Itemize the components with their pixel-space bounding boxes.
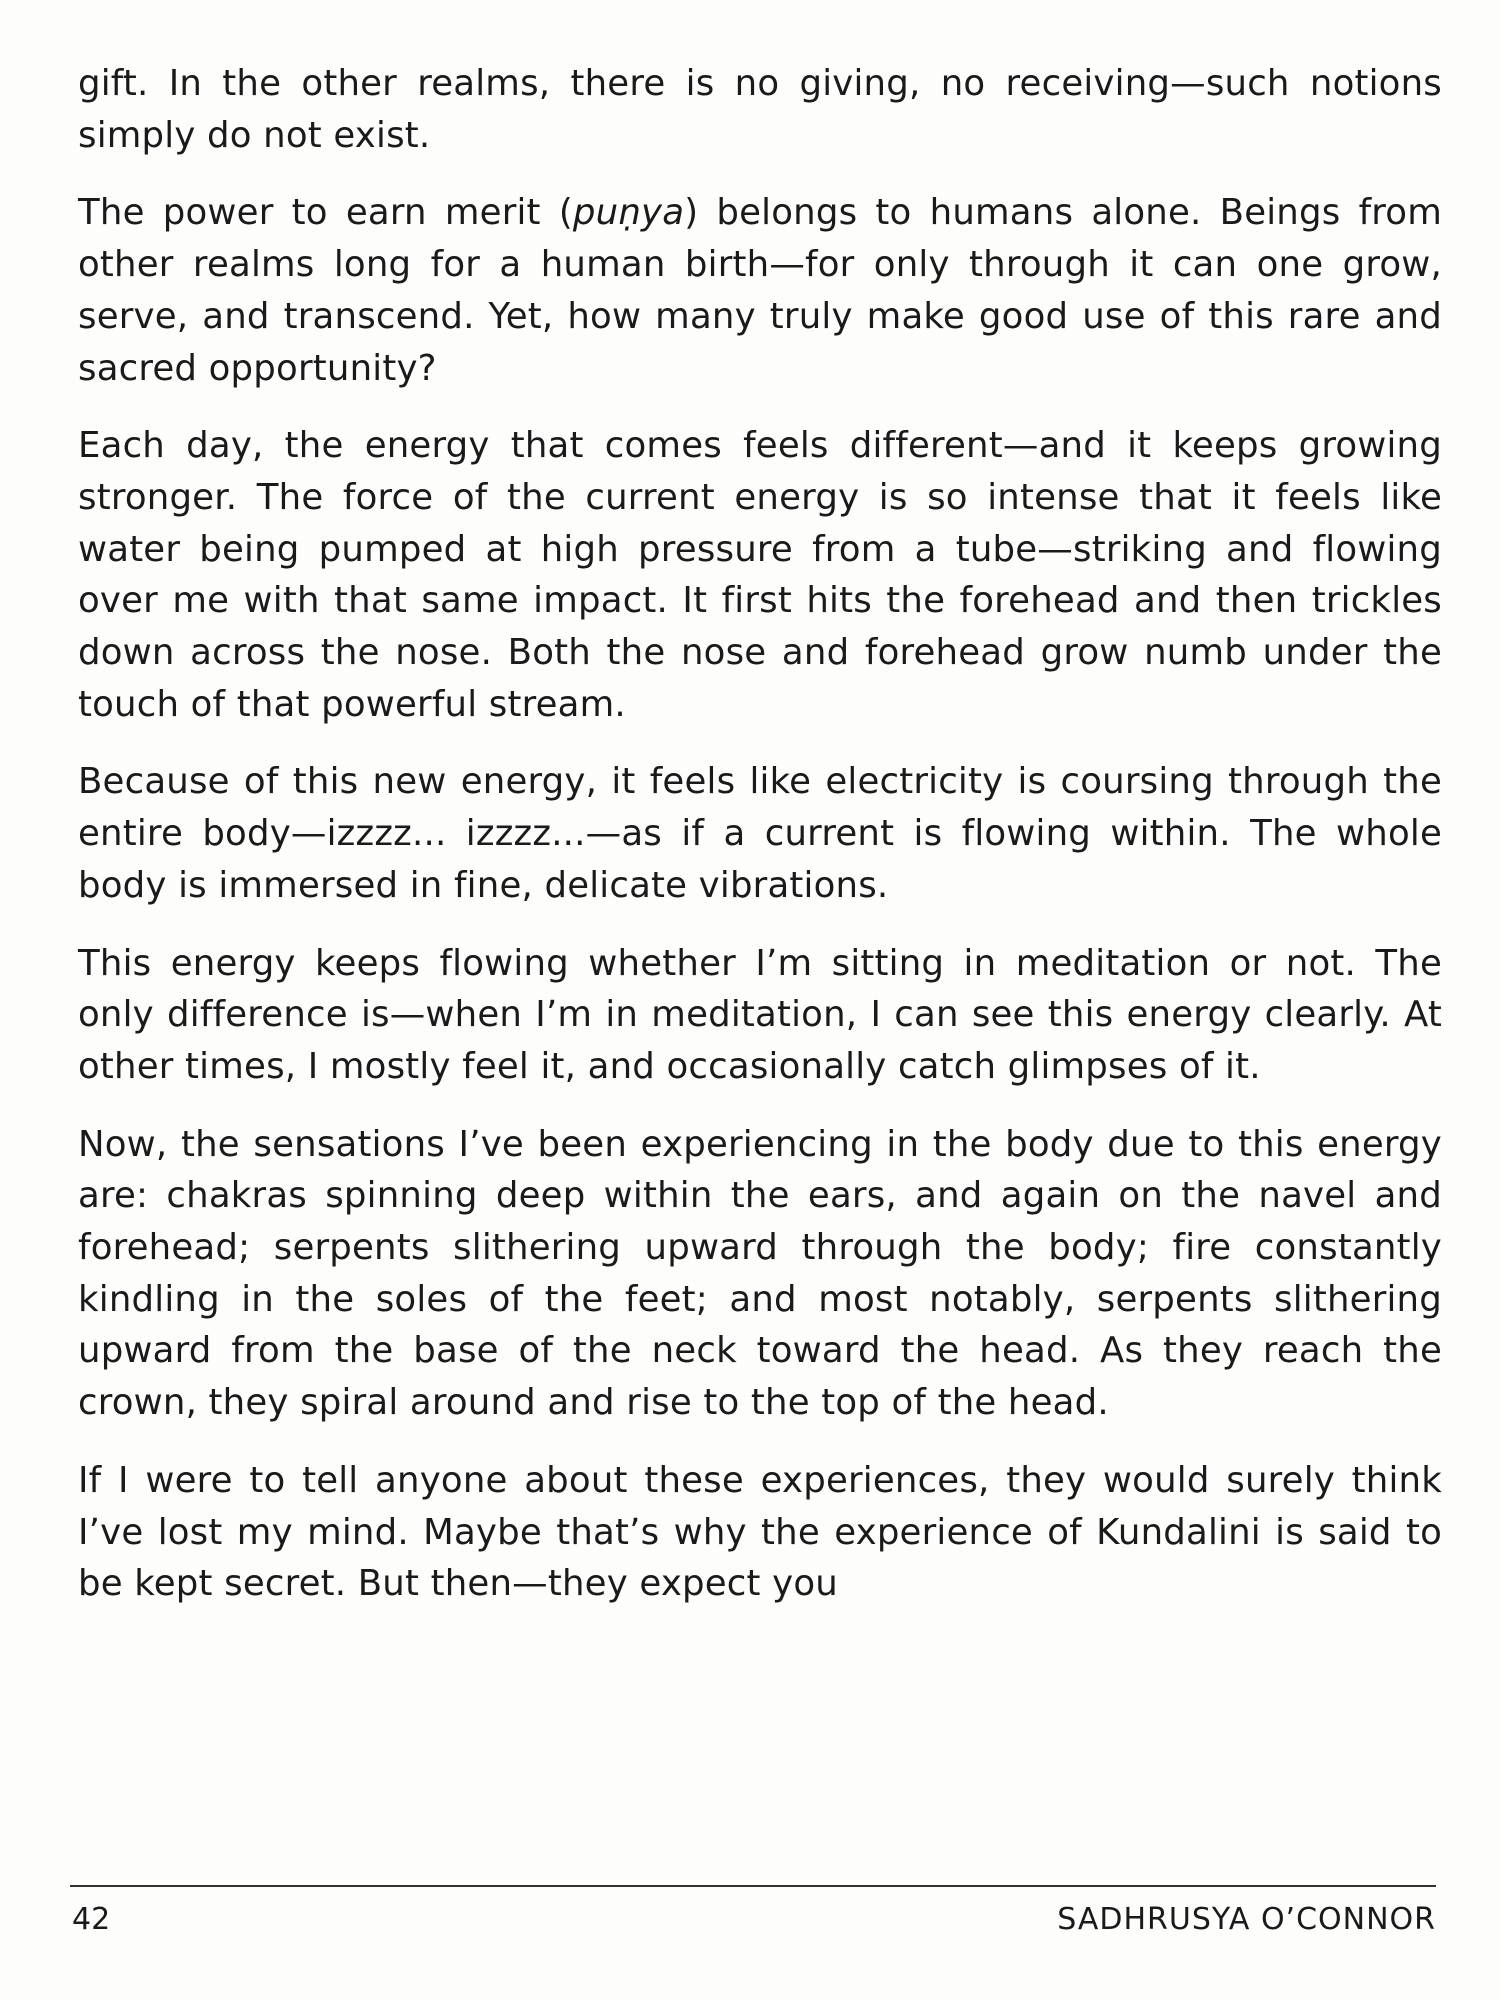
- paragraph-5: This energy keeps flowing whether I’m sitting in meditation or not. The only difference is—when I’m in meditation, I can see this energy clearly. At other times, I mostly feel it, and occasionally catch glimpses of it.: [78, 942, 1442, 1087]
- footer-divider: [70, 1885, 1436, 1887]
- paragraph-6: Now, the sensations I’ve been experiencing in the body due to this energy are: chakras spinning deep within the ears, and again on the navel and forehead; serpents slithering upward through the body; fire constantly kindling in the soles of the feet; and most notably, serpents slithering upward from the base of the neck toward the head. As they reach the crown, they spiral around and rise to the top of the head.: [78, 1123, 1442, 1424]
- paragraph-4: Because of this new energy, it feels like electricity is coursing through the entire body—izzzz... izzzz...—as if a current is flowing within. The whole body is immersed in fine, delicate vibrations.: [78, 761, 1442, 906]
- paragraph-1: gift. In the other realms, there is no giving, no receiving—such notions simply do not exist.: [78, 63, 1442, 156]
- paragraph-3: Each day, the energy that comes feels different—and it keeps growing stronger. The force of the current energy is so intense that it feels like water being pumped at high pressure from a tube—striking and flowing over me with that same impact. It first hits the forehead and then trickles down across the nose. Both the nose and forehead grow numb under the touch of that powerful stream.: [78, 425, 1442, 725]
- body-text: [78, 58, 1442, 1636]
- punya-term: puṇya: [572, 192, 685, 234]
- paragraph-2-start: The power to earn merit (: [78, 192, 573, 234]
- page-number: 42: [72, 1902, 111, 1937]
- author-name: SADHRUSYA O’CONNOR: [1057, 1902, 1436, 1937]
- paragraph-2: [78, 187, 1442, 394]
- paragraph-2-end: ) belongs to humans alone. Beings from other realms long for a human birth—for only through it can one grow, serve, and transcend. Yet, how many truly make good use of this rare and sacred opportunity?: [78, 192, 1442, 389]
- paragraph-7: If I were to tell anyone about these experiences, they would surely think I’ve lost my mind. Maybe that’s why the experience of Kundalini is said to be kept secret. But then—they expect you: [78, 1459, 1442, 1605]
